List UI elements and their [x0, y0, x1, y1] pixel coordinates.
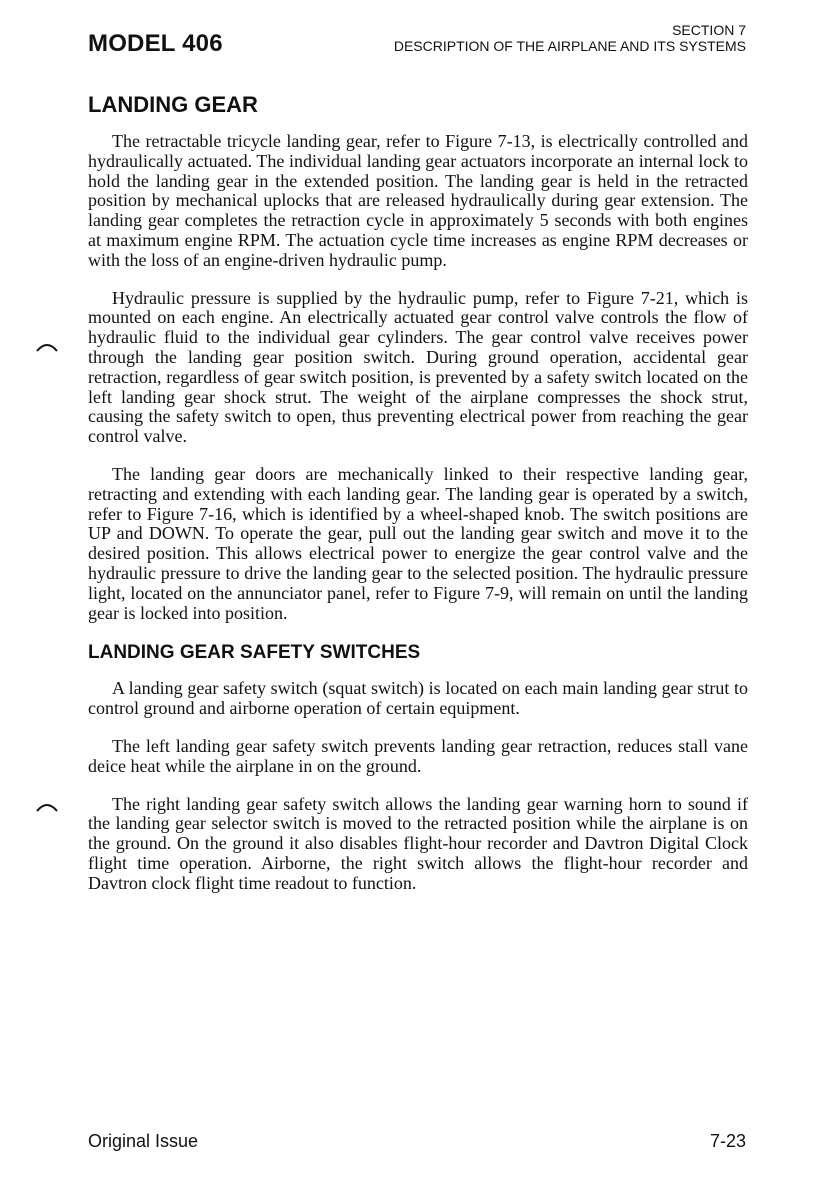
safety-switches-heading: LANDING GEAR SAFETY SWITCHES: [88, 642, 421, 664]
footer-issue: Original Issue: [88, 1131, 199, 1151]
footer-page-number: 7-23: [709, 1131, 746, 1151]
page-header-model: MODEL 406: [88, 30, 223, 57]
revision-mark-2: [36, 803, 58, 813]
section-title: DESCRIPTION OF THE AIRPLANE AND ITS SYSTEMS: [393, 38, 746, 54]
revision-mark-1: [36, 343, 58, 353]
landing-gear-paragraph-2: Hydraulic pressure is supplied by the hydraulic pump, refer to Figure 7-21, which is mounted on each engine. An electrically actuated gear control valve controls the flow of hydraulic fluid to the individual gear cylinders. The gear control valve receives power through the landing gear position switch. During ground operation, accidental gear retraction, regardless of gear switch position, is prevented by a safety switch located on the left landing gear shock strut. The weight of the airplane compresses the shock strut, causing the safety switch to open, thus preventing electrical power from reaching the gear control valve.: [88, 287, 748, 447]
page-content: [88, 92, 748, 912]
safety-switches-paragraph-1: A landing gear safety switch (squat switch) is located on each main landing gear strut to control ground and airborne operation of certain equipment.: [88, 678, 748, 719]
safety-switches-paragraph-2: The left landing gear safety switch prevents landing gear retraction, reduces stall vane deice heat while the airplane in on the ground.: [88, 735, 748, 776]
section-number: SECTION 7: [672, 22, 746, 38]
landing-gear-paragraph-1: The retractable tricycle landing gear, refer to Figure 7-13, is electrically controlled and hydraulically actuated. The individual landing gear actuators incorporate an internal lock to hold the landing gear in the extended position. The landing gear is held in the retracted position by mechanical uplocks that are released hydraulically during gear extension. The landing gear completes the retraction cycle in approximately 5 seconds with both engines at maximum engine RPM. The actuation cycle time increases as engine RPM decreases or with the loss of an engine-driven hydraulic pump.: [88, 131, 748, 270]
page-header-section: [394, 22, 746, 54]
landing-gear-heading: LANDING GEAR: [88, 92, 258, 117]
landing-gear-paragraph-3: The landing gear doors are mechanically linked to their respective landing gear, retracting and extending with each landing gear. The landing gear is operated by a switch, refer to Figure 7-16, which is identified by a wheel-shaped knob. The switch positions are UP and DOWN. To operate the gear, pull out the landing gear switch and move it to the desired position. This allows electrical power to energize the gear control valve and the hydraulic pressure to drive the landing gear to the selected position. The hydraulic pressure light, located on the annunciator panel, refer to Figure 7-9, will remain on until the landing gear is locked into position.: [88, 463, 748, 623]
safety-switches-paragraph-3: The right landing gear safety switch allows the landing gear warning horn to sound if the landing gear selector switch is moved to the retracted position while the airplane is on the ground. On the ground it also disables flight-hour recorder and Davtron Digital Clock flight time operation. Airborne, the right switch allows the flight-hour recorder and Davtron clock flight time readout to function.: [88, 793, 748, 893]
